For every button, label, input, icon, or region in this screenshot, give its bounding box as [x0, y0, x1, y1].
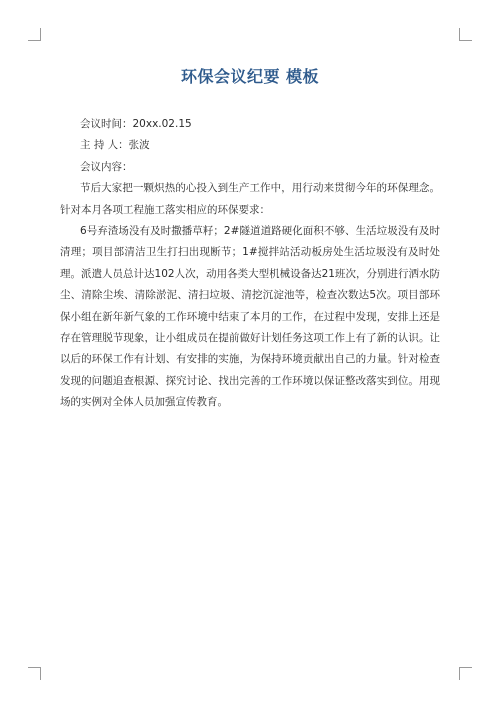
document-body: [60, 114, 440, 414]
paragraph-intro: 节后大家把一颗炽热的心投入到生产工作中，用行动来贯彻今年的环保理念。针对本月各项工程施工落实相应的环保要求：: [60, 182, 440, 216]
crop-mark-top-right: [459, 28, 472, 41]
crop-mark-bottom-right: [459, 667, 472, 680]
meeting-host: 主 持 人：张波: [80, 139, 150, 152]
document-title: 环保会议纪要 模板: [180, 67, 320, 86]
meeting-time: 会议时间：20xx.02.15: [80, 118, 192, 130]
content-label: 会议内容：: [80, 160, 133, 173]
crop-mark-bottom-left: [28, 667, 41, 680]
crop-mark-top-left: [28, 28, 41, 41]
paragraph-details: 6号弃渣场没有及时撒播草籽；2#隧道道路硬化面积不够、生活垃圾没有及时清理；项目部清洁卫生打扫出现断节；1#搅拌站活动板房处生活垃圾没有及时处理。派遣人员总计达102人次，动用各类大型机械设备达21班次，分别进行洒水防尘、清除尘埃、清除淤泥、清扫垃圾、清挖沉淀池等，检查次数达5次。项目部环保小组在新年新气象的工作环境中结束了本月的工作，在过程中发现，安排上还是存在管理脱节现象，让小组成员在提前做好计划任务这项工作上有了新的认识。让以后的环保工作有计划、有安排的实施，为保持环境贡献出自己的力量。针对检查发现的问题追查根源、探究讨论、找出完善的工作环境以保证整改落实到位。用现场的实例对全体人员加强宣传教育。: [60, 225, 440, 409]
